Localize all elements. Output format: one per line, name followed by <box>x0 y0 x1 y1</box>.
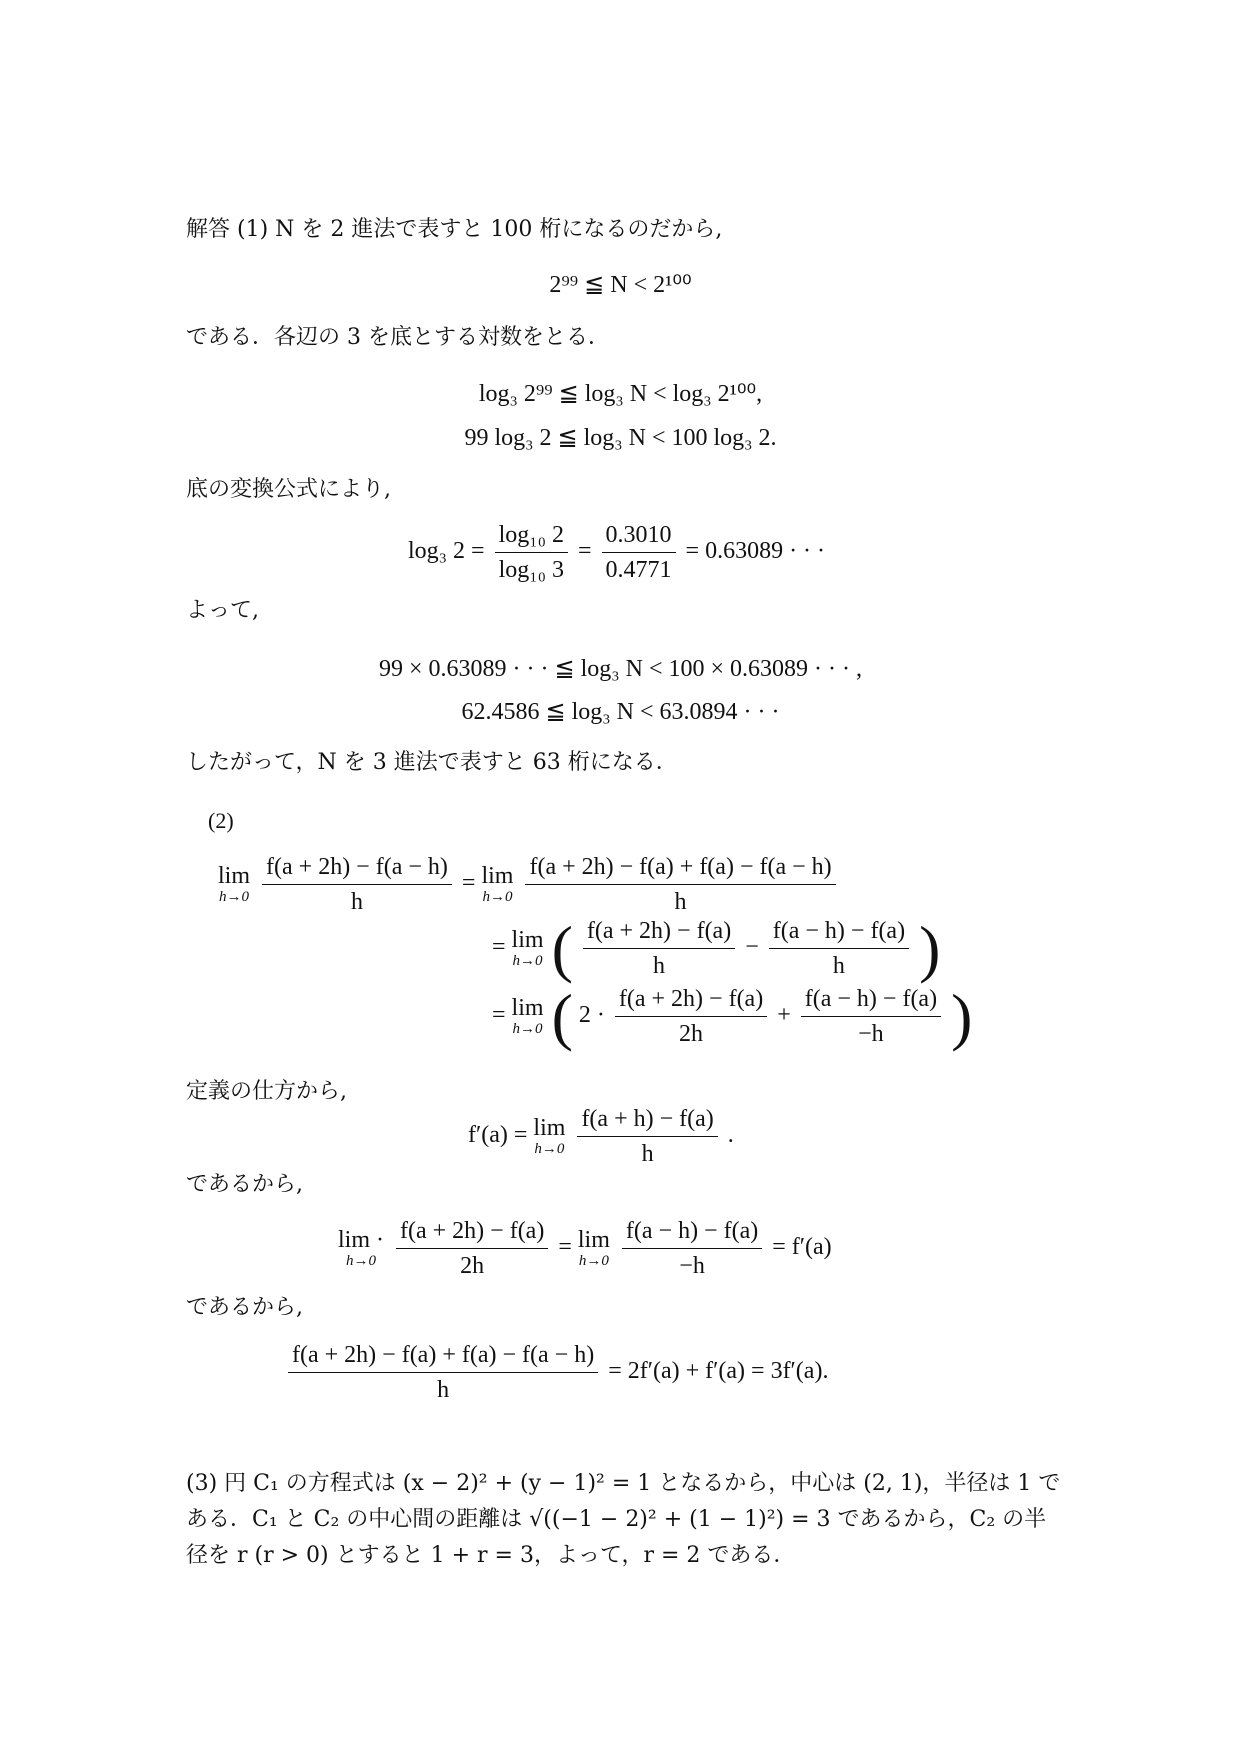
lim-text: lim <box>577 1227 610 1253</box>
fraction-numerator: f(a + 2h) − f(a) <box>583 916 735 949</box>
part1-text-log: である．各辺の 3 を底とする対数をとる． <box>186 325 610 350</box>
fraction-term-1 <box>396 1216 548 1281</box>
final-equation <box>284 1340 828 1405</box>
part2-text-dearu-2: であるから, <box>186 1295 303 1320</box>
final-result: = 2f′(a) + f′(a) = 3f′(a). <box>608 1358 829 1385</box>
fraction-numerator: f(a + 2h) − f(a − h) <box>262 852 452 885</box>
inequality-numeric-b: 62.4586 ≦ log₃ N < 63.0894 · · · <box>461 699 780 725</box>
part2-text-definition: 定義の仕方から, <box>186 1079 347 1104</box>
fraction-log10 <box>495 520 568 585</box>
right-paren: ) <box>951 980 973 1052</box>
equals-sign: = <box>492 1002 506 1029</box>
fraction-expanded <box>525 852 835 917</box>
equals-sign: = <box>577 538 592 565</box>
lim-subscript: h→0 <box>219 889 249 905</box>
limit-operator <box>533 1116 565 1157</box>
derivative-definition <box>468 1104 734 1169</box>
equals-sign: = <box>461 870 476 897</box>
lim-subscript: h→0 <box>512 953 543 969</box>
inequality-log-b: 99 log₃ 2 ≦ log₃ N < 100 log₃ 2. <box>464 425 777 451</box>
fraction-decimal-numerator: 0.3010 <box>602 520 676 553</box>
fraction-denominator: h <box>674 889 687 915</box>
fraction-term-2 <box>801 984 941 1049</box>
minus-sign: − <box>745 934 759 961</box>
fraction-numerator: f(a + 2h) − f(a) + f(a) − f(a − h) <box>288 1340 598 1373</box>
fraction-denominator: 2h <box>679 1021 704 1047</box>
left-paren: ( <box>551 980 573 1052</box>
limit-line-1 <box>218 852 840 917</box>
part2-label: (2) <box>208 808 234 833</box>
part2-text-dearu-1: であるから, <box>186 1172 303 1197</box>
limit-operator <box>512 996 544 1037</box>
fraction-derivative <box>577 1104 717 1169</box>
part1-text-change-base: 底の変換公式により, <box>186 477 391 502</box>
fraction-decimal <box>602 520 676 585</box>
lim-text: lim <box>511 995 544 1021</box>
lim-subscript: h→0 <box>578 1253 609 1269</box>
fraction-numerator: f(a + h) − f(a) <box>577 1104 717 1137</box>
fraction-decimal-denominator: 0.4771 <box>605 557 672 583</box>
lim-text: lim <box>533 1115 566 1141</box>
limit-operator <box>218 864 250 905</box>
change-base-lhs: log₃ 2 = <box>408 538 485 565</box>
fraction-term-2 <box>622 1216 762 1281</box>
plus-sign: + <box>777 1002 791 1029</box>
fraction-denominator: 2h <box>460 1253 485 1279</box>
limit-operator <box>578 1228 610 1269</box>
lim-subscript: h→0 <box>346 1253 376 1269</box>
inequality-numeric-a: 99 × 0.63089 · · · ≦ log₃ N < 100 × 0.63089 · · · , <box>378 656 863 682</box>
limit-line-2 <box>492 912 941 984</box>
part1-conclusion: したがって，N を 3 進法で表すと 63 桁になる． <box>186 750 678 775</box>
fraction-log10-denominator: log₁₀ 3 <box>498 557 564 583</box>
two-dot: 2 · <box>578 1002 605 1029</box>
fraction-denominator: h <box>350 889 363 915</box>
left-paren: ( <box>551 912 573 984</box>
fraction-numerator: f(a − h) − f(a) <box>622 1216 762 1249</box>
lim-subscript: h→0 <box>534 1141 565 1157</box>
equals-sign: = <box>558 1234 572 1261</box>
limit-operator <box>512 928 544 969</box>
lim-subscript: h→0 <box>482 889 513 905</box>
part1-text-therefore: よって, <box>186 598 259 623</box>
lim-text: lim <box>218 863 251 889</box>
fraction-term-1 <box>615 984 767 1049</box>
fraction-term-2 <box>769 916 909 981</box>
change-base-result: = 0.63089 · · · <box>685 538 826 565</box>
fraction-denominator: h <box>832 953 845 979</box>
part1-intro: 解答 (1) N を 2 進法で表すと 100 桁になるのだから, <box>186 217 723 242</box>
period: . <box>727 1122 734 1149</box>
part3-paragraph: (3) 円 C₁ の方程式は (x − 2)² + (y − 1)² = 1 となるから，中心は (2, 1)，半径は 1 である．C₁ と C₂ の中心間の距離は √((−1 − 2)² + (1 − 1)²) = 3 であるから，C₂ の半径を r (r > 0) とすると 1 + r = 3，よって，r = 2 である． <box>186 1471 1061 1568</box>
inequality-log-a: log₃ 2⁹⁹ ≦ log₃ N < log₃ 2¹⁰⁰, <box>478 381 763 407</box>
fraction-numerator: f(a + 2h) − f(a) <box>396 1216 548 1249</box>
derivative-lhs: f′(a) = <box>468 1122 528 1149</box>
limit-line-3 <box>492 980 973 1052</box>
fraction-denominator: h <box>641 1141 654 1167</box>
fraction-numerator: f(a − h) − f(a) <box>801 984 941 1017</box>
limit-operator <box>338 1228 384 1269</box>
limit-operator <box>481 864 513 905</box>
fraction-expanded <box>288 1340 598 1405</box>
fraction-log10-numerator: log₁₀ 2 <box>495 520 568 553</box>
fraction-term-1 <box>583 916 735 981</box>
lim-text: lim <box>481 863 514 889</box>
limit-equality <box>338 1216 832 1281</box>
inequality-base2: 2⁹⁹ ≦ N < 2¹⁰⁰ <box>549 272 692 298</box>
right-paren: ) <box>919 912 941 984</box>
lim-text: lim <box>511 927 544 953</box>
fraction-numerator: f(a + 2h) − f(a) + f(a) − f(a − h) <box>525 852 835 885</box>
fraction-denominator: −h <box>679 1253 705 1279</box>
lim-dot-text: lim · <box>338 1227 384 1253</box>
fraction-denominator: −h <box>858 1021 884 1047</box>
fraction-numerator: f(a + 2h) − f(a) <box>615 984 767 1017</box>
fraction-denominator: h <box>437 1377 450 1403</box>
equals-sign: = <box>492 934 506 961</box>
change-of-base-equation <box>408 520 825 585</box>
derivative-result: = f′(a) <box>772 1234 832 1261</box>
fraction-denominator: h <box>653 953 666 979</box>
lim-subscript: h→0 <box>512 1021 543 1037</box>
fraction-difference-quotient <box>262 852 452 917</box>
fraction-numerator: f(a − h) − f(a) <box>769 916 909 949</box>
